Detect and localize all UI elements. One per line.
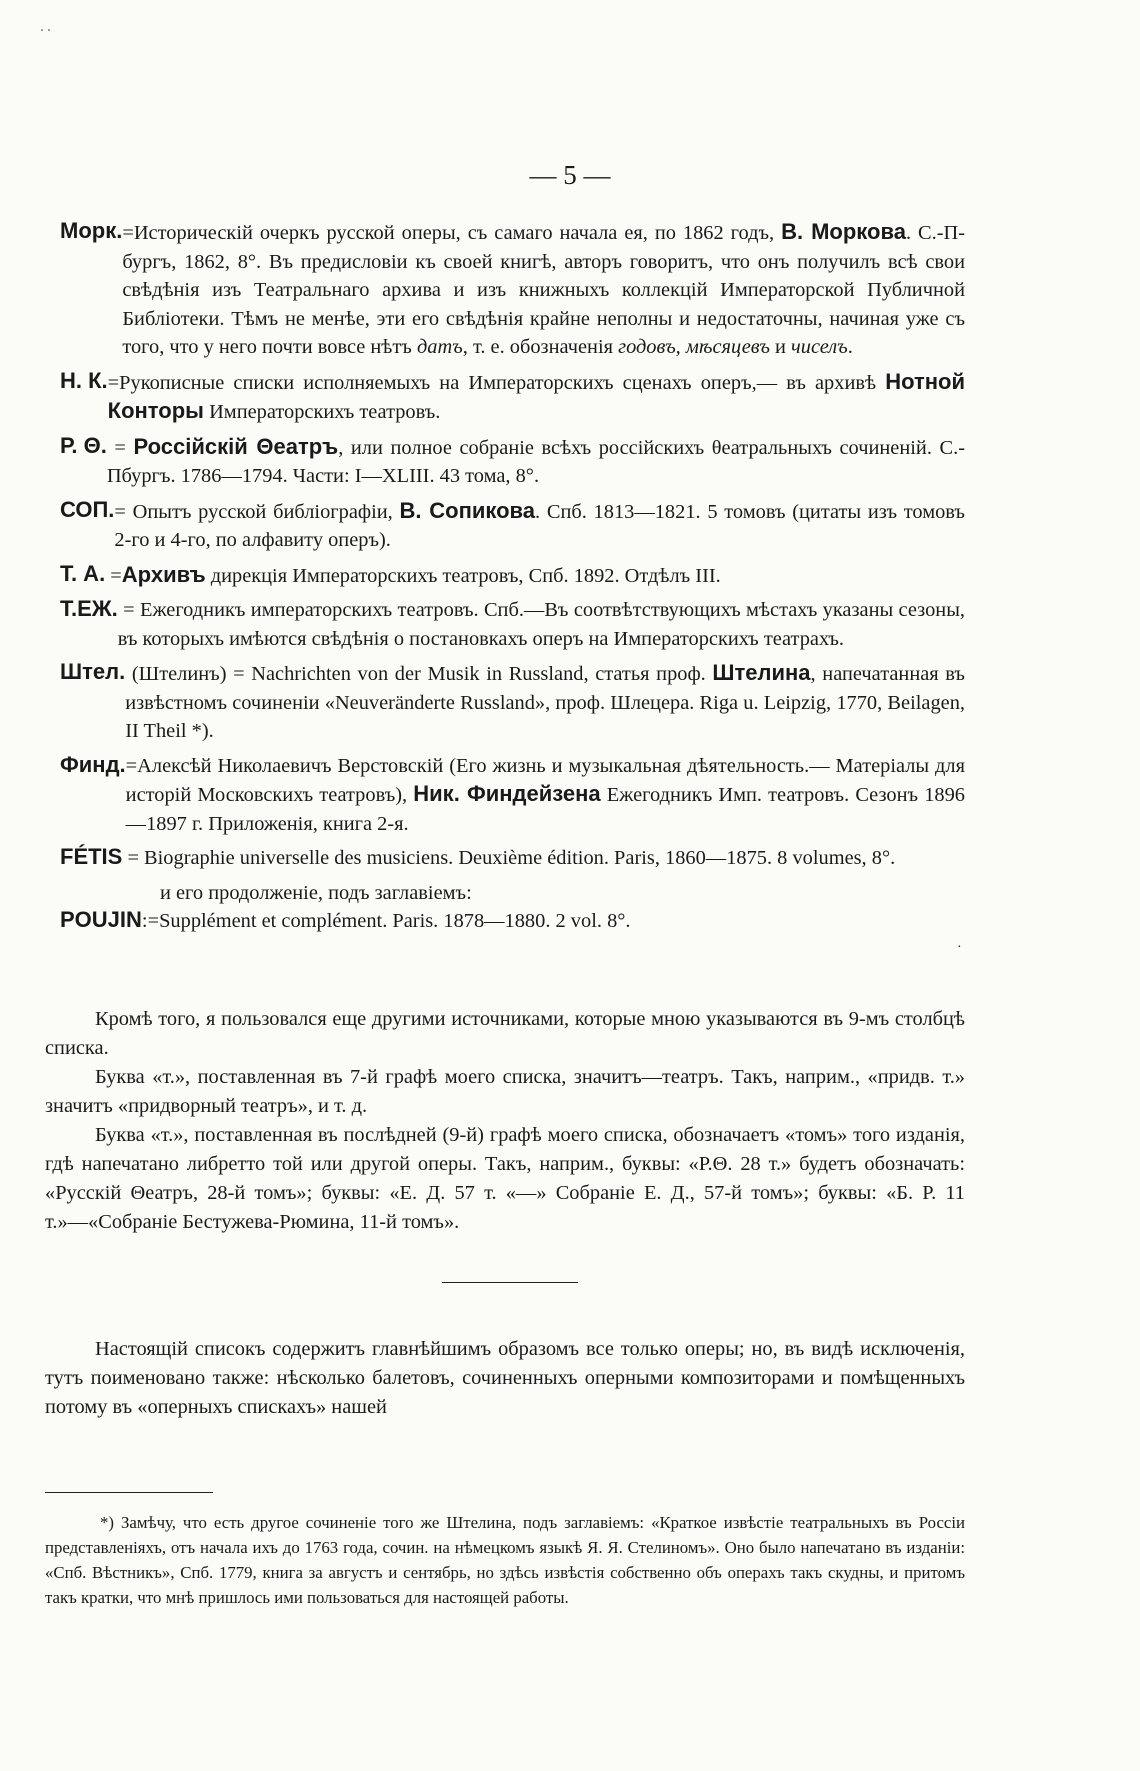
entry-text [122,844,965,873]
entry-text-segment: . [847,336,853,358]
entry-text [117,596,971,653]
entry-separator: = [125,754,138,777]
footnote-text: *) Замѣчу, что есть другое сочиненіе того же Штелина, подъ заглавіемъ: «Краткое извѣстіе театральныхъ въ Россіи представленіяхъ, отъ начала ихъ до 1763 года, сочин. на нѣмецкомъ языкѣ Я. Я. Стелиномъ». Оно было напечатано въ изданіи: «Спб. Вѣстникъ», Спб. 1779, книга за августъ и сентябрь, но здѣсь извѣстія собственно объ операхъ такъ скудны, и притомъ такъ кратки, что мнѣ пришлось ими пользоваться для настоящей работы. [45,1513,965,1607]
entry-separator [125,663,132,685]
entry-separator: = [122,222,134,244]
entry-text-segment: Biographie universelle des musiciens. Deuxième édition. Paris, 1860—1875. 8 volumes, 8°. [144,847,896,869]
abbreviation-entries [60,218,972,873]
entry-abbreviation: FÉTIS [60,844,123,869]
abbreviation-entry [60,433,965,491]
entry-text-segment: Алексѣй Николаевичъ Верстовскій (Его жизнь и музыкальная дѣятельность.— Матеріалы для исторій Московскихъ театровъ), [125,754,971,806]
entry-text [107,433,965,491]
entry-text-segment: , т. е. обозначенія [462,336,619,358]
entry-italic-text: годовъ, мѣсяцевъ [618,336,770,358]
entry-text-segment: дирекція Императорскихъ театровъ, Спб. 1892. Отдѣлъ III. [205,564,721,587]
abbreviation-list [60,218,972,942]
entry-italic-text: датъ [416,336,463,358]
abbreviation-entry [60,561,965,591]
entry-text-segment: (Штелинъ) = Nachrichten von der Musik in Russland, статья проф. [131,663,713,685]
abbreviation-entry [60,218,971,362]
entry-bold-text: В. Моркова [781,219,906,244]
paragraph: Буква «т.», поставленная въ послѣдней (9-й) графѣ моего списка, обозначаетъ «томъ» того изданія, гдѣ напечатано либретто той или другой оперы. Такъ, наприм., буквы: «Р.Θ. 28 т.» будетъ обозначать: «Русскій Θеатръ, 28-й томъ»; буквы: «Е. Д. 57 т. «—» Собраніе Е. Д., 57-й томъ»; буквы: «Б. Р. 11 т.»—«Собраніе Бестужева-Рюмина, 11-й томъ». [45,1124,965,1233]
entry-bold-text: Архивъ [121,561,206,587]
entry-bold-text: В. Сопикова [399,497,536,523]
entry-text [105,561,965,591]
entry-text-segment: Опытъ русской библіографіи, [132,500,400,523]
entry-text [122,218,971,362]
paragraph: Настоящій списокъ содержитъ главнѣйшимъ образомъ все только оперы; но, въ видѣ исключенія, тутъ поименовано также: нѣсколько балетовъ, сочиненныхъ оперными композиторами и помѣщенныхъ потому въ «оперныхъ спискахъ» нашей [45,1338,965,1418]
entry-text [114,497,971,555]
footnote [45,1510,965,1610]
entry-text: :=Supplément et complément. Paris. 1878—1880. 2 vol. 8°. [141,910,631,932]
corner-mark: .. [40,18,54,35]
abbreviation-entry [60,496,971,555]
entry-separator: = [107,371,120,394]
entry-abbreviation: Морк. [60,218,123,243]
abbreviation-entry [60,659,971,746]
entry-separator: = [122,847,145,869]
entry-italic-text: чиселъ [791,336,848,358]
entry-separator: = [106,436,134,459]
entry-abbreviation: СОП. [60,496,115,522]
current-list-paragraph [45,1335,965,1422]
entry-text-segment: Ежегодникъ Имп. театровъ. Сезонъ 1896—1897 г. Приложенія, книга 2-я. [125,784,965,835]
entry-text-segment: Ежегодникъ императорскихъ театровъ. Спб.—Въ соотвѣтствующихъ мѣстахъ указаны сезоны, въ которыхъ имѣются свѣдѣнія о постановкахъ оперъ на Императорскихъ театрахъ. [117,599,971,650]
entry-abbreviation: Т.ЕЖ. [60,596,118,621]
abbreviation-entry [60,751,971,839]
entry-abbreviation: Штел. [60,659,126,684]
entry-text-segment: . Спб. 1813—1821. 5 томовъ (цитаты изъ томовъ 2-го и 4-го, по алфавиту оперъ). [114,500,971,551]
abbreviation-entry-poujin [60,907,965,936]
entry-abbreviation: Р. Θ. [60,432,107,458]
entry-bold-text: Штелина [712,660,811,685]
abbreviation-entry [60,844,965,873]
continuation-line: и его продолженіе, подъ заглавіемъ: [160,881,472,904]
abbreviation-entry [60,596,971,653]
entry-text-segment: . С.-П-бургъ, 1862, 8°. Въ предисловіи къ своей книгѣ, авторъ говоритъ, что онъ получилъ всѣ свои свѣдѣнія изъ Театральнаго архива и изъ книжныхъ коллекцій Императорской Публичной Библіотеки. Тѣмъ не менѣе, эти его свѣдѣнія крайне неполны и недостаточны, начиная уже съ того, что у него почти вовсе нѣтъ [122,222,971,358]
entry-text-segment: Императорскихъ театровъ. [203,401,441,423]
entry-separator: = [105,564,122,587]
footnote-divider [45,1492,213,1493]
section-divider [442,1282,578,1283]
entry-separator: = [117,599,140,621]
paragraph: Буква «т.», поставленная въ 7-й графѣ моего списка, значитъ—театръ. Такъ, наприм., «придв. т.» значитъ «придворный театръ», и т. д. [45,1066,965,1117]
body-paragraphs [45,1005,965,1237]
entry-text [125,659,971,746]
margin-tick: · [957,940,962,955]
entry-abbreviation: Н. К. [60,367,108,393]
entry-bold-text: Ник. Финдейзена [413,781,601,806]
entry-text-segment: , или полное собраніе всѣхъ россійскихъ θеатральныхъ сочиненій. С.-Пбургъ. 1786—1794. Части: I—XLIII. 43 тома, 8°. [106,436,965,487]
entry-text-segment: Рукописные списки исполняемыхъ на Императорскихъ сценахъ оперъ,— въ архивѣ [119,371,886,394]
entry-text-segment: , напечатанная въ извѣстномъ сочиненіи «Neuveränderte Russland», проф. Шлецера. Riga u. Leipzig, 1770, Beilagen, II Theil *). [125,663,971,742]
entry-abbreviation: Финд. [60,751,126,777]
entry-bold-text: Россійскій Θеатръ [133,433,339,459]
entry-separator: = [114,500,133,523]
entry-text-segment: Историческій очеркъ русской оперы, съ самаго начала ея, по 1862 годъ, [133,222,782,244]
abbreviation-entry [60,367,972,427]
paragraph: Кромѣ того, я пользовался еще другими источниками, которые мною указываются въ 9-мъ столбцѣ списка. [45,1008,965,1059]
entry-abbreviation: Т. А. [60,560,106,586]
entry-abbreviation: POUJIN [60,907,142,932]
entry-bold-text: Нотной Конторы [107,368,972,423]
entry-text [125,752,971,839]
page-number: — 5 — [529,160,611,190]
entry-text-segment: и [769,336,792,358]
entry-text [107,368,972,427]
